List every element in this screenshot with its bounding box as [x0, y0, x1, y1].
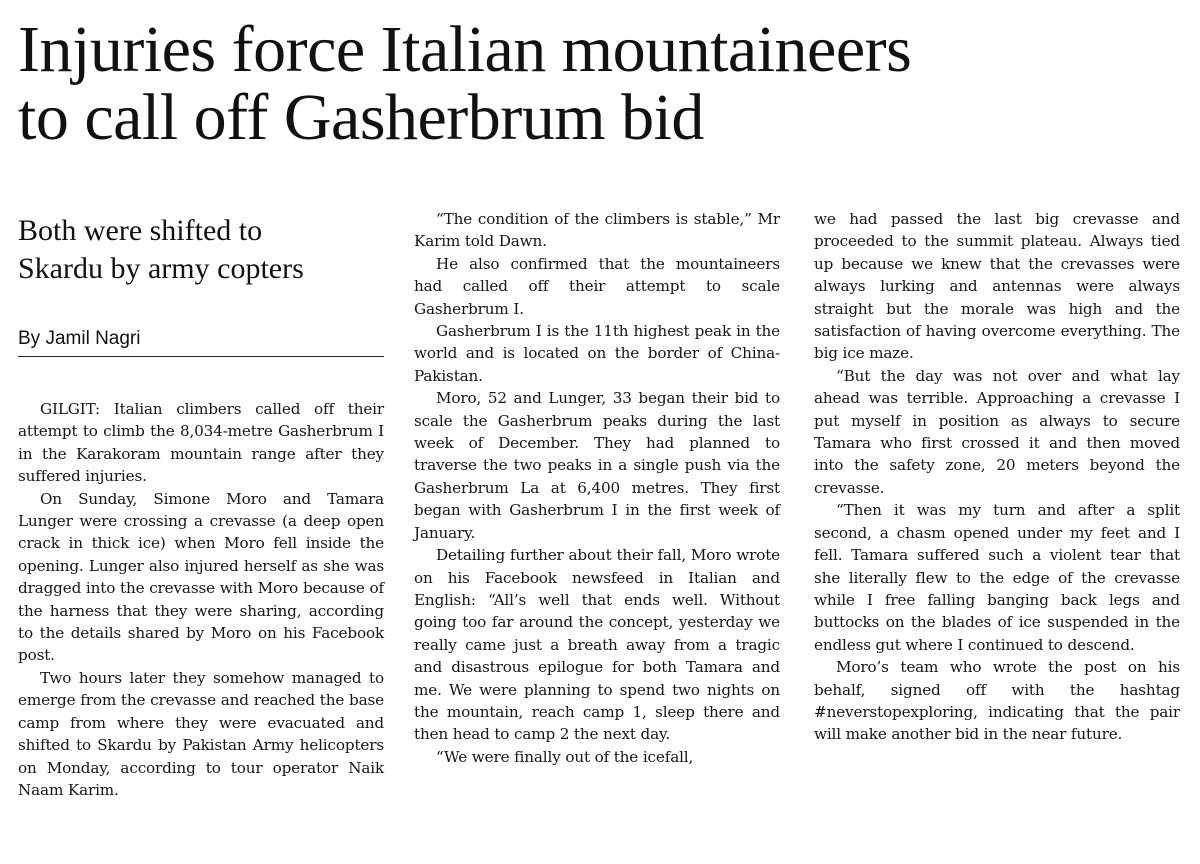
- subheadline: [18, 212, 388, 288]
- byline-divider: [18, 356, 384, 357]
- paragraph: Moro’s team who wrote the post on his behalf, signed off with the hashtag #neverstopexploring, indicating that the pair will make another bid in the near future.: [814, 658, 1180, 744]
- paragraph: Gasherbrum I is the 11th highest peak in the world and is located on the border of China-Pakistan.: [414, 322, 780, 385]
- paragraph: “The condition of the climbers is stable,” Mr Karim told Dawn.: [414, 210, 780, 251]
- paragraph: “Then it was my turn and after a split second, a chasm opened under my feet and I fell. Tamara suffered such a violent tear that she literally flew to the edge of the crevasse while I free falling banging back legs and buttocks on the blades of ice suspended in the endless gut where I continued to descend.: [814, 501, 1180, 654]
- paragraph: He also confirmed that the mountaineers had called off their attempt to scale Gasherbrum I.: [414, 254, 780, 318]
- article-column-1: [18, 398, 384, 801]
- paragraph: “We were finally out of the icefall,: [436, 747, 694, 766]
- subheadline-line: Both were shifted to: [18, 214, 263, 247]
- subheadline-line: Skardu by army copters: [18, 252, 304, 285]
- paragraph: “But the day was not over and what lay ahead was terrible. Approaching a crevasse I put myself in position as always to secure Tamara who first crossed it and then moved into the safety zone, 20 meters beyond the crevasse.: [814, 366, 1180, 497]
- paragraph: Two hours later they somehow managed to emerge from the crevasse and reached the base camp from where they were evacuated and shifted to Skardu by Pakistan Army helicopters on Monday, according to tour operator Naik Naam Karim.: [18, 668, 384, 799]
- byline: By Jamil Nagri: [18, 328, 141, 349]
- article-column-3: [814, 208, 1180, 746]
- paragraph: Detailing further about their fall, Moro wrote on his Facebook newsfeed in Italian and English: “All’s well that ends well. Without going too far around the concept, yesterday we really came just a breath away from a tragic and disastrous epilogue for both Tamara and me. We were planning to spend two nights on the mountain, reach camp 1, sleep there and then head to camp 2 the next day.: [414, 546, 780, 744]
- paragraph: GILGIT: Italian climbers called off their attempt to climb the 8,034-metre Gasherbrum I in the Karakoram mountain range after they suffered injuries.: [18, 400, 384, 486]
- paragraph: On Sunday, Simone Moro and Tamara Lunger were crossing a crevasse (a deep open crack in thick ice) when Moro fell inside the opening. Lunger also injured herself as she was dragged into the crevasse with Moro because of the harness that they were sharing, according to the details shared by Moro on his Facebook post.: [18, 489, 384, 665]
- paragraph: we had passed the last big crevasse and proceeded to the summit plateau. Always tied up because we knew that the crevasses were always lurking and antennas were always straight but the morale was high and the satisfaction of having overcome everything. The big ice maze.: [814, 210, 1180, 363]
- headline-line: Injuries force Italian mountaineers: [18, 13, 912, 86]
- article-column-2: [414, 208, 780, 768]
- paragraph: Moro, 52 and Lunger, 33 began their bid to scale the Gasherbrum peaks during the last week of December. They had planned to traverse the two peaks in a single push via the Gasherbrum La at 6,400 metres. They first began with Gasherbrum I in the first week of January.: [414, 389, 780, 542]
- headline: [18, 13, 1188, 154]
- headline-line: to call off Gasherbrum bid: [18, 81, 704, 154]
